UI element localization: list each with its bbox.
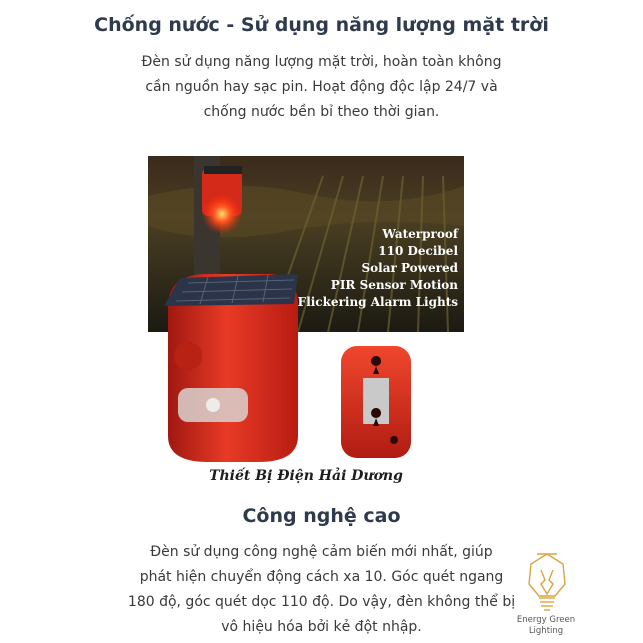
feature-label: Waterproof	[382, 227, 458, 241]
logo-text	[500, 615, 592, 637]
paragraph-line: Đèn sử dụng công nghệ cảm biến mới nhất, giúp	[150, 544, 493, 560]
section-heading-waterproof: Chống nước - Sử dụng năng lượng mặt trời	[94, 14, 549, 36]
paragraph-line: vô hiệu hóa bởi kẻ đột nhập.	[221, 619, 422, 635]
section-paragraph-waterproof	[95, 50, 548, 125]
feature-label: Solar Powered	[361, 261, 458, 275]
product-photo	[148, 156, 464, 490]
section-heading-technology: Công nghệ cao	[242, 505, 401, 527]
section-paragraph-technology	[95, 540, 548, 640]
logo-line-2: Lighting	[528, 626, 564, 636]
paragraph-line: chống nước bền bỉ theo thời gian.	[203, 104, 440, 120]
logo-line-1: Energy Green	[516, 615, 576, 625]
image-watermark: Thiết Bị Điện Hải Dương	[209, 468, 403, 484]
paragraph-line: Đèn sử dụng năng lượng mặt trời, hoàn toàn không	[141, 54, 502, 70]
paragraph-line: cần nguồn hay sạc pin. Hoạt động độc lập 24/7 và	[145, 79, 498, 95]
feature-label: PIR Sensor Motion	[330, 278, 458, 292]
paragraph-line: 180 độ, góc quét dọc 110 độ. Do vậy, đèn không thể bị	[127, 594, 516, 610]
feature-label: 110 Decibel	[378, 244, 458, 258]
paragraph-line: phát hiện chuyển động cách xa 10. Góc quét ngang	[139, 569, 504, 585]
feature-label: Flickering Alarm Lights	[297, 295, 458, 309]
